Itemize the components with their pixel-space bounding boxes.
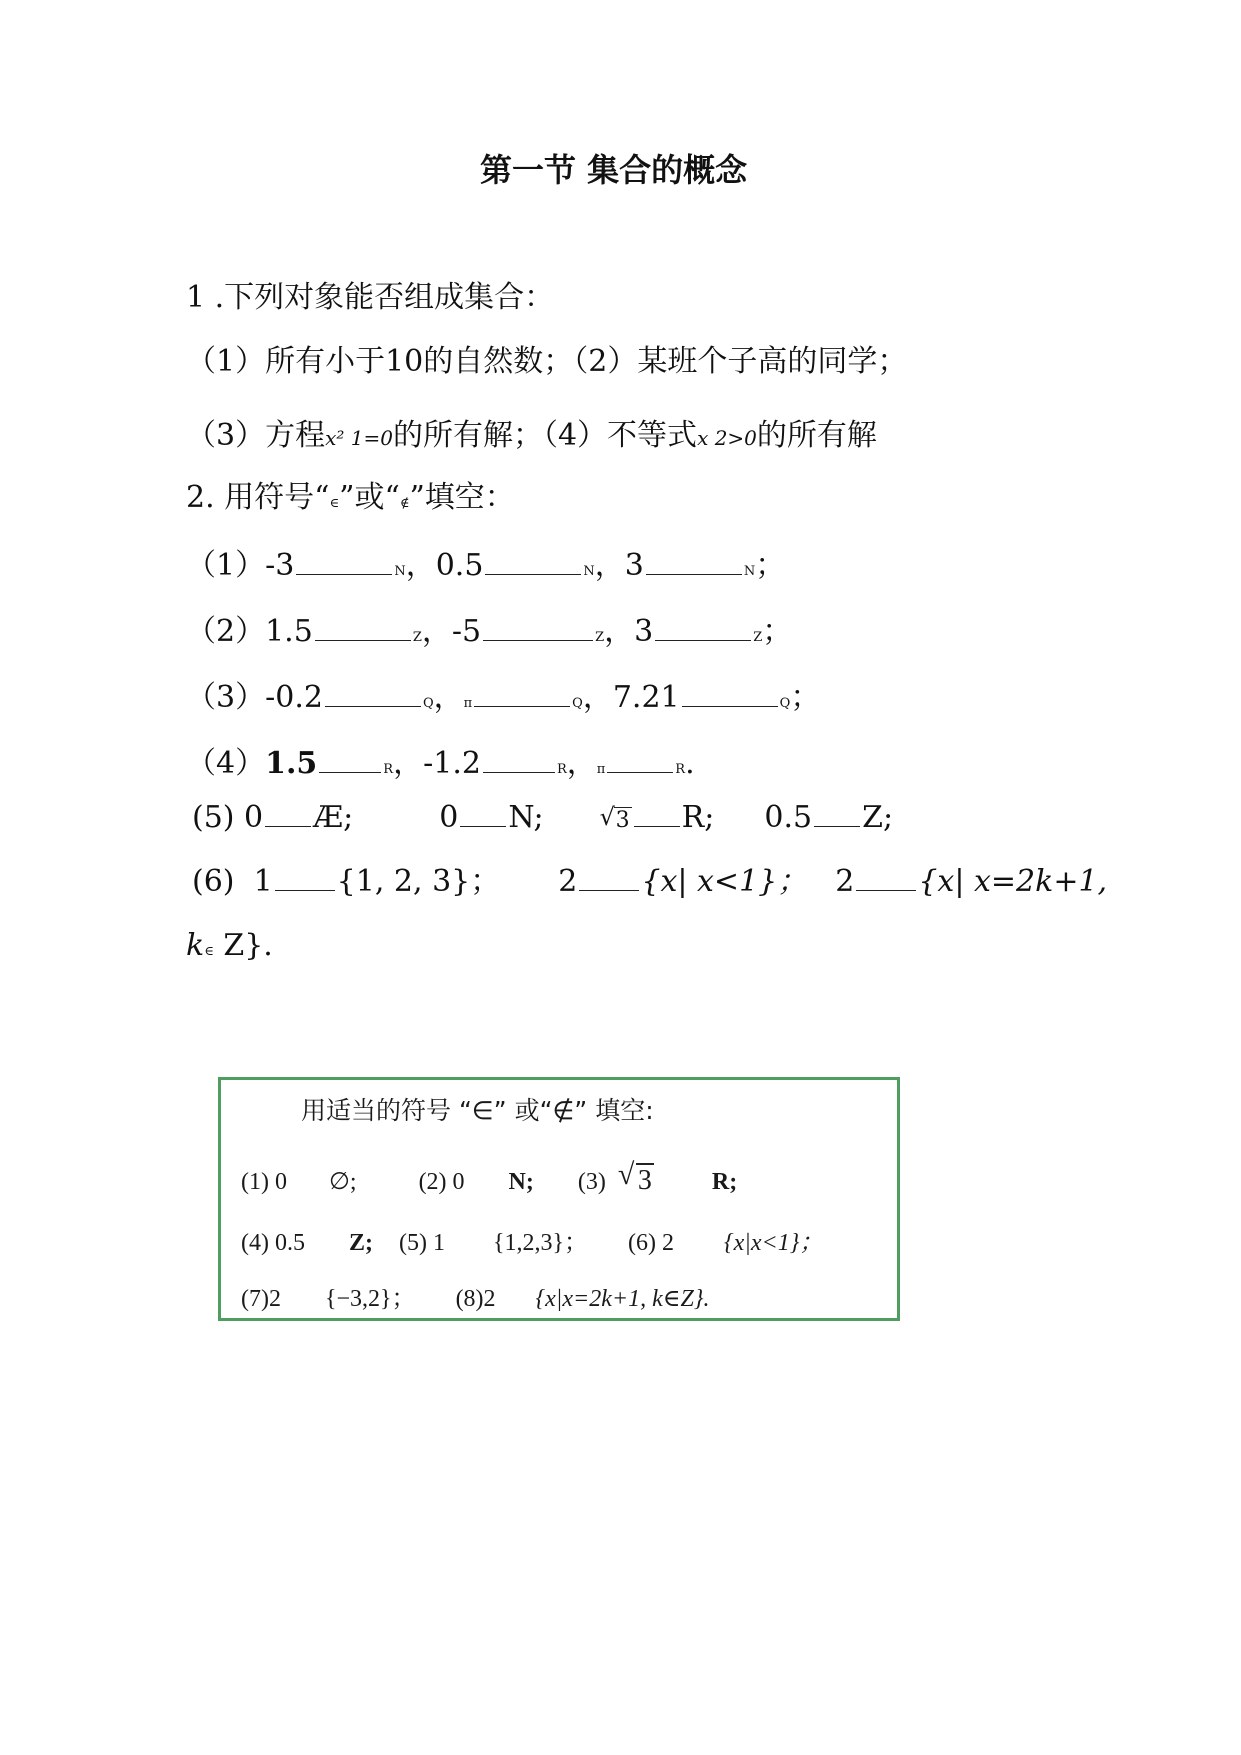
set-symbol: Q bbox=[572, 696, 583, 711]
pi-symbol: π bbox=[596, 762, 606, 777]
answer-blank[interactable] bbox=[265, 798, 311, 827]
q2-row4 bbox=[186, 744, 695, 790]
sqrt-radicand: 3 bbox=[615, 808, 630, 833]
q2-heading bbox=[186, 478, 515, 524]
q2-row6-c2: {x| x=2k+1, bbox=[918, 864, 1108, 899]
pi-symbol: π bbox=[463, 696, 473, 711]
box-item3: (3) bbox=[577, 1169, 606, 1195]
set-z-close: Z}. bbox=[223, 928, 273, 963]
q2-row2-b: ，-5 bbox=[421, 614, 482, 649]
q2-row1 bbox=[186, 546, 785, 592]
q2-row3-b: ， bbox=[433, 680, 464, 715]
answer-blank[interactable] bbox=[607, 744, 673, 773]
q2-row6-c: 2 bbox=[835, 864, 855, 899]
q2-row3-c: ，7.21 bbox=[582, 680, 680, 715]
box-sqrt-radicand: 3 bbox=[637, 1165, 652, 1196]
box-row1 bbox=[241, 1166, 737, 1197]
box-item4: (4) 0.5 bbox=[241, 1230, 305, 1256]
q2-row3-prefix: （3） bbox=[186, 680, 266, 715]
box-item6: (6) 2 bbox=[628, 1230, 674, 1256]
q2-heading-c: ”填空： bbox=[409, 480, 515, 515]
q2-row5-b2: N; bbox=[508, 800, 544, 835]
notin-symbol: ∉ bbox=[399, 496, 410, 511]
answer-blank[interactable] bbox=[460, 798, 506, 827]
q2-row3-end: ； bbox=[790, 680, 821, 715]
q2-row2-a: 1.5 bbox=[265, 614, 313, 649]
box-item8: (8)2 bbox=[455, 1286, 496, 1312]
answer-blank[interactable] bbox=[646, 546, 742, 575]
box-heading: 用适当的符号 “∈” 或“∉” 填空: bbox=[301, 1096, 654, 1125]
set-symbol: Z bbox=[753, 630, 763, 645]
answer-blank[interactable] bbox=[814, 798, 860, 827]
sqrt-symbol bbox=[618, 1166, 654, 1196]
q2-heading-b: ”或“ bbox=[339, 480, 400, 515]
set-symbol: Q bbox=[422, 696, 434, 711]
answer-blank[interactable] bbox=[483, 612, 593, 641]
q2-heading-a: 2. 用符号“ bbox=[186, 480, 330, 515]
q1-line2 bbox=[186, 416, 877, 458]
box-item1: (1) 0 bbox=[241, 1169, 287, 1195]
box-value5: {1,2,3}； bbox=[492, 1230, 589, 1256]
q2-row1-end: ； bbox=[755, 548, 786, 583]
q2-row5-a2: Æ; bbox=[313, 800, 354, 835]
q2-row5-d: 0.5 bbox=[764, 800, 813, 835]
q2-row2-end: ； bbox=[762, 614, 793, 649]
set-symbol: R bbox=[556, 762, 567, 777]
q2-row2 bbox=[186, 612, 792, 658]
q2-row6-b2: {x| x<1}； bbox=[641, 864, 808, 899]
answer-blank[interactable] bbox=[319, 744, 381, 773]
box-value6: {x|x<1}； bbox=[724, 1230, 824, 1256]
q2-row5-d2: Z; bbox=[862, 800, 894, 835]
box-row2 bbox=[241, 1228, 823, 1258]
q2-row4-b: ，-1.2 bbox=[393, 746, 481, 781]
q2-row4-a: 1.5 bbox=[265, 746, 318, 781]
box-value8: {x|x=2k+1, k∈Z}. bbox=[535, 1286, 710, 1312]
q1-line2-c: 的所有解 bbox=[756, 418, 877, 453]
set-symbol: N bbox=[743, 564, 756, 579]
q1-line2-b: 的所有解；（4）不等式 bbox=[392, 418, 698, 453]
set-symbol: Z bbox=[412, 630, 422, 645]
in-symbol: ∈ bbox=[329, 496, 340, 511]
q2-row1-a: -3 bbox=[265, 548, 295, 583]
set-symbol: R bbox=[383, 762, 394, 777]
box-item2: (2) 0 bbox=[418, 1169, 465, 1195]
set-symbol: N bbox=[394, 564, 406, 579]
q2-row6-b: 2 bbox=[558, 864, 578, 899]
q2-row5 bbox=[192, 798, 893, 841]
q1-eq2: x 2>0 bbox=[697, 426, 757, 450]
box-value7: {−3,2}； bbox=[324, 1286, 416, 1312]
in-symbol: ∈ bbox=[204, 944, 214, 959]
q1-eq1: x² 1=0 bbox=[325, 426, 393, 450]
answer-blank[interactable] bbox=[296, 546, 392, 575]
q2-row6-a2: {1, 2, 3}； bbox=[336, 864, 501, 899]
q2-row6 bbox=[192, 862, 1107, 902]
set-symbol: R bbox=[675, 762, 686, 777]
answer-blank[interactable] bbox=[579, 862, 639, 891]
set-symbol: N bbox=[583, 564, 595, 579]
page-title: 第一节 集合的概念 bbox=[480, 151, 748, 189]
q2-row2-prefix: （2） bbox=[186, 614, 266, 649]
q2-row5-prefix: (5) bbox=[192, 800, 235, 835]
q2-row5-a: 0 bbox=[244, 800, 264, 835]
box-value1: ∅; bbox=[328, 1169, 357, 1195]
box-value2: N; bbox=[508, 1169, 534, 1195]
box-item7: (7)2 bbox=[241, 1286, 281, 1312]
q2-row3 bbox=[186, 678, 820, 724]
q2-row6-cont bbox=[186, 926, 273, 972]
q1-line2-a: （3）方程 bbox=[186, 418, 326, 453]
q2-row1-b: ，0.5 bbox=[405, 548, 484, 583]
answer-blank[interactable] bbox=[275, 862, 335, 891]
q2-row6-prefix: (6) bbox=[192, 864, 235, 899]
answer-blank[interactable] bbox=[682, 678, 778, 707]
q2-row6-a: 1 bbox=[253, 864, 273, 899]
answer-blank[interactable] bbox=[634, 798, 680, 827]
q1-line1: （1）所有小于10的自然数；（2）某班个子高的同学； bbox=[186, 344, 908, 379]
q2-row5-c2: R; bbox=[681, 800, 715, 835]
answer-blank[interactable] bbox=[325, 678, 421, 707]
box-value4: Z; bbox=[348, 1230, 373, 1256]
set-symbol: Q bbox=[779, 696, 791, 711]
q2-row4-prefix: （4） bbox=[186, 746, 266, 781]
set-symbol: Z bbox=[595, 630, 605, 645]
q2-row4-end: . bbox=[685, 746, 695, 781]
q2-row3-a: -0.2 bbox=[265, 680, 323, 715]
k-variable: k bbox=[186, 928, 205, 963]
box-value3: R; bbox=[711, 1169, 738, 1195]
answer-blank[interactable] bbox=[315, 612, 411, 641]
box-item5: (5) 1 bbox=[398, 1230, 445, 1256]
answer-blank[interactable] bbox=[655, 612, 751, 641]
answer-blank[interactable] bbox=[856, 862, 916, 891]
box-row3 bbox=[241, 1284, 709, 1314]
q1-heading: 1 .下列对象能否组成集合： bbox=[186, 280, 555, 315]
answer-box bbox=[218, 1077, 900, 1321]
answer-blank[interactable] bbox=[485, 546, 581, 575]
q2-row1-prefix: （1） bbox=[186, 548, 266, 583]
q2-row4-c: ， bbox=[566, 746, 597, 781]
sqrt-symbol bbox=[600, 801, 632, 841]
answer-blank[interactable] bbox=[483, 744, 555, 773]
q2-row1-c: ，3 bbox=[594, 548, 644, 583]
answer-blank[interactable] bbox=[474, 678, 570, 707]
q2-row5-b: 0 bbox=[439, 800, 459, 835]
q2-row2-c: ，3 bbox=[604, 614, 654, 649]
